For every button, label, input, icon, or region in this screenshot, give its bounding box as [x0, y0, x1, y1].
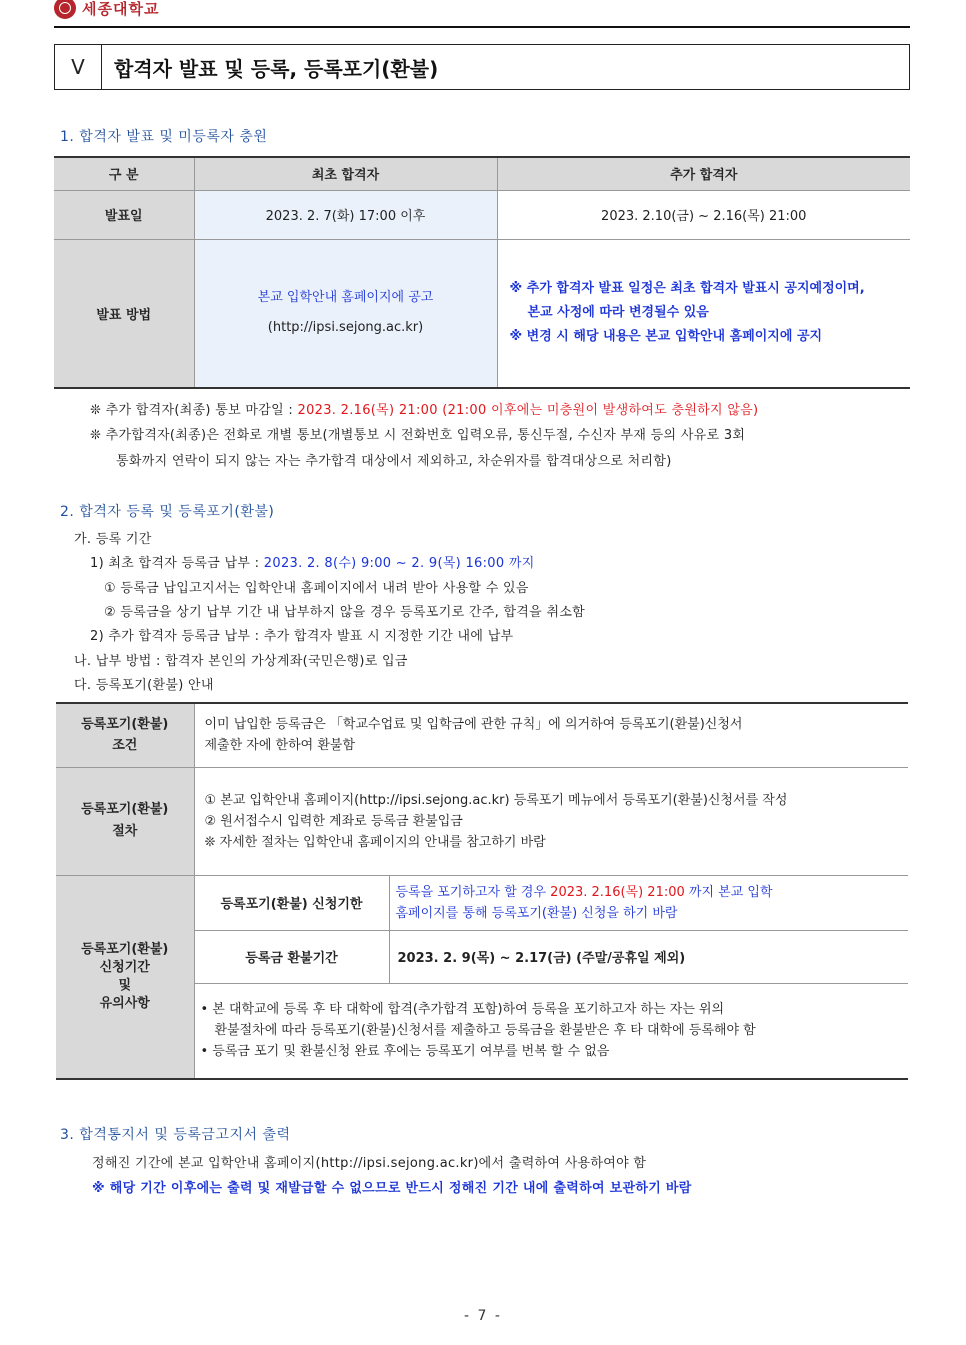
refund-condition-text — [194, 703, 908, 767]
first-admit-method — [194, 239, 497, 388]
homepage-url: (http://ipsi.sejong.ac.kr) — [267, 320, 424, 336]
header-category: 구 분 — [54, 157, 194, 190]
table-row — [56, 767, 908, 875]
university-name: 세종대학교 — [82, 0, 160, 18]
item-first-payment — [90, 552, 535, 571]
deadline-text-2: 까지 본교 입학 — [684, 884, 773, 900]
chapter-title: 합격자 발표 및 등록, 등록포기(환불) — [114, 56, 439, 81]
header-first-admit: 최초 합격자 — [194, 157, 497, 190]
row-label-method: 발표 방법 — [54, 239, 194, 388]
refund-condition-label — [56, 703, 194, 767]
refund-period-sublabel: 등록금 환불기간 — [194, 930, 389, 983]
item-first-payment-b: ② 등록금을 상기 납부 기간 내 납부하지 않을 경우 등록포기로 간주, 합격을 취소함 — [104, 605, 586, 620]
table-row — [54, 190, 910, 239]
refund-period-label-1: 등록포기(환불) — [81, 941, 169, 957]
method-homepage-notice: 본교 입학안내 홈페이지에 공고 — [257, 290, 434, 306]
print-warning: ※ 해당 기간 이후에는 출력 및 재발급할 수 없으므로 반드시 정해진 기간 내에 출력하여 보관하기 바람 — [92, 1181, 692, 1196]
refund-period-value: 2023. 2. 9(목) ~ 2.17(금) (주말/공휴일 제외) — [389, 930, 908, 983]
refund-condition-line2: 제출한 자에 한하여 환불함 — [204, 738, 356, 754]
deadline-date: 2023. 2.16(목) 21:00 — [550, 884, 685, 900]
section3-heading: 3. 합격통지서 및 등록금고지서 출력 — [60, 1127, 291, 1143]
university-logo — [54, 0, 159, 22]
refund-note-1-cont: 환불절차에 따라 등록포기(환불)신청서를 제출하고 등록금을 환불받은 후 타 대학에 등록해야 함 — [214, 1023, 756, 1039]
deadline-text-3: 홈페이지를 통해 등록포기(환불) 신청을 하기 바람 — [395, 905, 678, 921]
table-row — [56, 875, 908, 930]
refund-procedure-line2: ② 원서접수시 입력한 계좌로 등록금 환불입금 — [204, 813, 463, 829]
item-first-payment-a: ① 등록금 납입고지서는 입학안내 홈페이지에서 내려 받아 사용할 수 있음 — [104, 581, 529, 596]
additional-admit-date: 2023. 2.10(금) ~ 2.16(목) 21:00 — [497, 190, 910, 239]
refund-procedure-label — [56, 767, 194, 875]
notice-deadline-label: ❊ 추가 합격자(최종) 통보 마감일 : — [90, 403, 298, 418]
refund-note-2: • 등록금 포기 및 환불신청 완료 후에는 등록포기 여부를 번복 할 수 없음 — [200, 1044, 610, 1060]
notice-phone-2: 통화까지 연락이 되지 않는 자는 추가합격 대상에서 제외하고, 차순위자를 합격대상으로 처리함) — [116, 454, 672, 469]
section1-heading: 1. 합격자 발표 및 미등록자 충원 — [60, 129, 268, 145]
additional-admit-method — [497, 239, 910, 388]
refund-procedure-text — [194, 767, 908, 875]
refund-period-label-4: 유의사항 — [99, 995, 150, 1011]
additional-note-1-cont: 본교 사정에 따라 변경될수 있음 — [527, 305, 709, 321]
refund-procedure-label-2: 절차 — [112, 824, 138, 839]
refund-table — [56, 702, 908, 1080]
refund-note-1: • 본 대학교에 등록 후 타 대학에 합격(추가합격 포함)하여 등록을 포기하고자 하는 자는 위의 — [200, 1002, 725, 1018]
sub-da: 다. 등록포기(환불) 안내 — [74, 678, 214, 693]
refund-period-label-3: 및 — [118, 977, 132, 993]
item-additional-payment: 2) 추가 합격자 등록금 납부 : 추가 합격자 발표 시 지정한 기간 내에 납부 — [90, 629, 514, 644]
table-row — [56, 703, 908, 767]
header-divider — [54, 26, 910, 28]
refund-condition-label-1: 등록포기(환불) — [81, 717, 169, 733]
announcement-table — [54, 156, 910, 389]
deadline-text-1: 등록을 포기하고자 할 경우 — [395, 884, 551, 900]
notice-phone-1: ❊ 추가합격자(최종)은 전화로 개별 통보(개별통보 시 전화번호 입력오류, 통신두절, 수신자 부재 등의 사유로 3회 — [90, 428, 746, 443]
refund-procedure-line1: ① 본교 입학안내 홈페이지(http://ipsi.sejong.ac.kr) 등록포기 메뉴에서 등록포기(환불)신청서를 작성 — [204, 792, 788, 808]
refund-period-label — [56, 875, 194, 1079]
first-admit-date: 2023. 2. 7(화) 17:00 이후 — [194, 190, 497, 239]
refund-condition-line1: 이미 납입한 등록금은 「학교수업료 및 입학금에 관한 규칙」에 의거하여 등록포기(환불)신청서 — [204, 717, 743, 733]
table-header-row — [54, 157, 910, 190]
print-instruction: 정해진 기간에 본교 입학안내 홈페이지(http://ipsi.sejong.ac.kr)에서 출력하여 사용하여야 함 — [92, 1156, 647, 1171]
row-label-date: 발표일 — [54, 190, 194, 239]
refund-period-label-2: 신청기간 — [99, 959, 150, 975]
item-first-payment-period: 2023. 2. 8(수) 9:00 ~ 2. 9(목) 16:00 까지 — [263, 556, 535, 571]
sub-ga: 가. 등록 기간 — [74, 532, 152, 547]
page-number: - 7 - — [464, 1308, 502, 1324]
notice-deadline-value: 2023. 2.16(목) 21:00 (21:00 이후에는 미충원이 발생하여도 충원하지 않음) — [297, 403, 759, 418]
additional-note-1: ※ 추가 합격자 발표 일정은 최초 합격자 발표시 공지예정이며, — [509, 281, 865, 297]
section2-heading: 2. 합격자 등록 및 등록포기(환불) — [60, 504, 275, 520]
refund-procedure-label-1: 등록포기(환불) — [81, 802, 169, 817]
deadline-value — [389, 875, 908, 930]
refund-notes — [194, 983, 908, 1079]
deadline-label: 등록포기(환불) 신청기한 — [194, 875, 389, 930]
table-row — [54, 239, 910, 388]
university-seal-icon — [54, 0, 76, 19]
refund-procedure-line3: ❊ 자세한 절차는 입학안내 홈페이지의 안내를 참고하기 바람 — [204, 834, 546, 850]
chapter-header — [54, 44, 910, 90]
notice-deadline — [90, 399, 758, 418]
refund-condition-label-2: 조건 — [112, 738, 138, 754]
item-first-payment-label: 1) 최초 합격자 등록금 납부 : — [90, 556, 264, 571]
sub-na: 나. 납부 방법 : 합격자 본인의 가상계좌(국민은행)로 입금 — [74, 654, 408, 669]
header-additional-admit: 추가 합격자 — [497, 157, 910, 190]
chapter-number: Ⅴ — [55, 45, 102, 89]
additional-note-2: ※ 변경 시 해당 내용은 본교 입학안내 홈페이지에 공지 — [509, 329, 823, 345]
